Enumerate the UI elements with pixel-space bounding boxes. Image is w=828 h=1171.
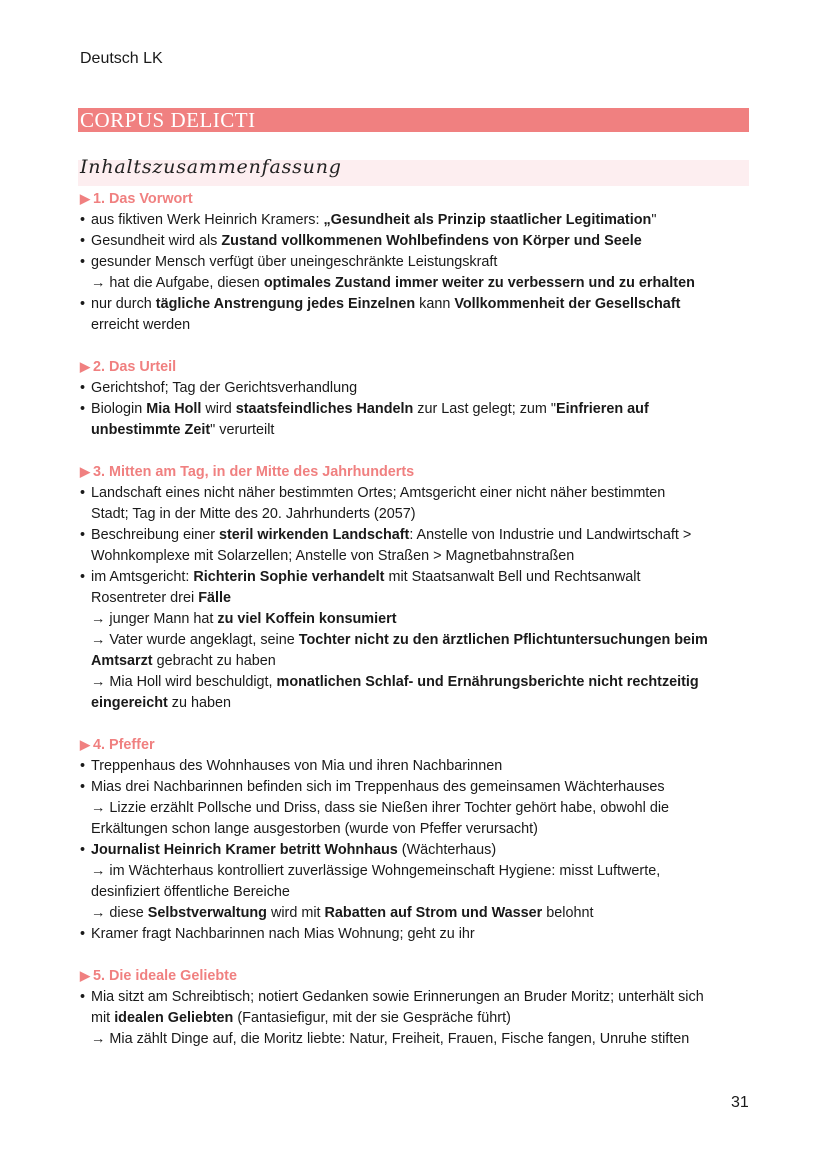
text: wird mit — [266, 905, 325, 921]
text: Mia sitzt am Schreibtisch; notiert Gedanken sowie Erinnerungen an Bruder Moritz; unterhält sich — [91, 989, 704, 1005]
text: mit Staatsanwalt Bell und Rechtsanwalt — [384, 569, 641, 585]
bullet-line — [80, 567, 760, 588]
continuation-line — [80, 546, 760, 567]
page-number: 31 — [731, 1094, 749, 1111]
triangle-bullet-icon: ▶ — [80, 968, 90, 983]
text: → Mia zählt Dinge auf, die Moritz liebte: Natur, Freiheit, Frauen, Fische fangen, Unruhe stiften — [91, 1031, 690, 1047]
section-heading-text: 5. Die ideale Geliebte — [93, 968, 237, 984]
section-heading-text: 3. Mitten am Tag, in der Mitte des Jahrhunderts — [93, 464, 415, 480]
section-heading — [80, 965, 760, 987]
text: erreicht werden — [91, 317, 191, 333]
bold-text: Rabatten auf Strom und Wasser — [324, 905, 543, 921]
bold-text: Zustand vollkommenen Wohlbefindens von Körper und Seele — [221, 233, 642, 249]
text: Treppenhaus des Wohnhauses von Mia und ihren Nachbarinnen — [91, 758, 503, 774]
bold-text: Selbstverwaltung — [147, 905, 267, 921]
continuation-line — [80, 420, 760, 441]
arrow-line — [80, 861, 760, 882]
text: Stadt; Tag in der Mitte des 20. Jahrhunderts (2057) — [91, 506, 416, 522]
bold-text: unbestimmte Zeit — [91, 422, 211, 438]
bullet-line — [80, 483, 760, 504]
text: Gerichtshof; Tag der Gerichtsverhandlung — [91, 380, 358, 396]
bullet-line — [80, 210, 760, 231]
bullet-line — [80, 378, 760, 399]
text: aus fiktiven Werk Heinrich Kramers: — [91, 212, 324, 228]
continuation-line — [80, 882, 760, 903]
text: desinfiziert öffentliche Bereiche — [91, 884, 290, 900]
triangle-bullet-icon: ▶ — [80, 191, 90, 206]
bold-text: Journalist Heinrich Kramer betritt Wohnhaus — [91, 842, 398, 858]
continuation-line — [80, 651, 760, 672]
text: Gesundheit wird als — [91, 233, 222, 249]
text: → Mia Holl wird beschuldigt, — [91, 674, 277, 690]
bold-text: tägliche Anstrengung jedes Einzelnen — [155, 296, 416, 312]
arrow-line — [80, 609, 760, 630]
text: → hat die Aufgabe, diesen — [91, 275, 264, 291]
bullet-line — [80, 924, 760, 945]
summary-section — [80, 734, 760, 945]
triangle-bullet-icon: ▶ — [80, 464, 90, 479]
bold-text: Amtsarzt — [91, 653, 153, 669]
text: kann — [415, 296, 455, 312]
text: Rosentreter drei — [91, 590, 199, 606]
arrow-line — [80, 1029, 760, 1050]
text: (Wächterhaus) — [397, 842, 497, 858]
section-heading-text: 4. Pfeffer — [93, 737, 155, 753]
bold-text: staatsfeindliches Handeln — [235, 401, 414, 417]
bullet-line — [80, 399, 760, 420]
bold-text: Mia Holl — [146, 401, 202, 417]
text: zur Last gelegt; zum " — [413, 401, 556, 417]
text: " — [651, 212, 657, 228]
text: im Amtsgericht: — [91, 569, 194, 585]
bold-text: optimales Zustand immer weiter zu verbessern und zu erhalten — [263, 275, 695, 291]
section-heading — [80, 188, 760, 210]
bold-text: Vollkommenheit der Gesellschaft — [454, 296, 681, 312]
arrow-line — [80, 903, 760, 924]
text: → Lizzie erzählt Pollsche und Driss, dass sie Nießen ihrer Tochter gehört habe, obwohl die — [91, 800, 670, 816]
summary-section — [80, 188, 760, 336]
continuation-line — [80, 588, 760, 609]
bold-text: Tochter nicht zu den ärztlichen Pflichtuntersuchungen beim — [298, 632, 708, 648]
section-subtitle: Inhaltszusammenfassung — [80, 156, 342, 178]
bold-text: „Gesundheit als Prinzip staatlicher Legitimation — [323, 212, 652, 228]
triangle-bullet-icon: ▶ — [80, 737, 90, 752]
summary-section — [80, 965, 760, 1050]
bullet-line — [80, 756, 760, 777]
text: gesunder Mensch verfügt über uneingeschränkte Leistungskraft — [91, 254, 498, 270]
bold-text: Einfrieren auf — [556, 401, 649, 417]
text: Biologin — [91, 401, 147, 417]
bullet-line — [80, 252, 760, 273]
text: Wohnkomplexe mit Solarzellen; Anstelle von Straßen > Magnetbahnstraßen — [91, 548, 575, 564]
continuation-line — [80, 504, 760, 525]
text: → im Wächterhaus kontrolliert zuverlässige Wohngemeinschaft Hygiene: misst Luftwerte, — [91, 863, 661, 879]
text: mit — [91, 1010, 115, 1026]
text: " verurteilt — [210, 422, 275, 438]
arrow-line — [80, 672, 760, 693]
text: gebracht zu haben — [152, 653, 276, 669]
section-heading-text: 1. Das Vorwort — [93, 191, 193, 207]
arrow-line — [80, 798, 760, 819]
text: → diese — [91, 905, 148, 921]
bullet-line — [80, 840, 760, 861]
continuation-line — [80, 819, 760, 840]
text: Erkältungen schon lange ausgestorben (wurde von Pfeffer verursacht) — [91, 821, 538, 837]
summary-section — [80, 461, 760, 714]
bold-text: monatlichen Schlaf- und Ernährungsberichte nicht rechtzeitig — [276, 674, 699, 690]
text: Beschreibung einer — [91, 527, 219, 543]
text: Landschaft eines nicht näher bestimmten Ortes; Amtsgericht einer nicht näher bestimmten — [91, 485, 666, 501]
continuation-line — [80, 1008, 760, 1029]
triangle-bullet-icon: ▶ — [80, 359, 90, 374]
bullet-line — [80, 231, 760, 252]
bullet-line — [80, 525, 760, 546]
text: Kramer fragt Nachbarinnen nach Mias Wohnung; geht zu ihr — [91, 926, 475, 942]
section-heading-text: 2. Das Urteil — [93, 359, 177, 375]
section-heading — [80, 734, 760, 756]
bold-text: Fälle — [198, 590, 231, 606]
bullet-line — [80, 294, 760, 315]
text: → Vater wurde angeklagt, seine — [91, 632, 299, 648]
summary-section — [80, 356, 760, 441]
arrow-line — [80, 630, 760, 651]
continuation-line — [80, 693, 760, 714]
text: Mias drei Nachbarinnen befinden sich im Treppenhaus des gemeinsamen Wächterhauses — [91, 779, 665, 795]
section-heading — [80, 356, 760, 378]
bold-text: Richterin Sophie verhandelt — [193, 569, 385, 585]
text: zu haben — [167, 695, 231, 711]
arrow-line — [80, 273, 760, 294]
text: nur durch — [91, 296, 156, 312]
bold-text: zu viel Koffein konsumiert — [217, 611, 397, 627]
page-header-course: Deutsch LK — [80, 50, 163, 67]
bullet-line — [80, 777, 760, 798]
document-title: CORPUS DELICTI — [78, 108, 749, 132]
text: wird — [201, 401, 236, 417]
text: : Anstelle von Industrie und Landwirtschaft > — [409, 527, 692, 543]
bullet-line — [80, 987, 760, 1008]
continuation-line — [80, 315, 760, 336]
section-heading — [80, 461, 760, 483]
text: (Fantasiefigur, mit der sie Gespräche führt) — [233, 1010, 511, 1026]
text: belohnt — [542, 905, 594, 921]
bold-text: steril wirkenden Landschaft — [219, 527, 410, 543]
text: → junger Mann hat — [91, 611, 218, 627]
bold-text: idealen Geliebten — [114, 1010, 234, 1026]
summary-content — [80, 188, 760, 1070]
bold-text: eingereicht — [91, 695, 168, 711]
